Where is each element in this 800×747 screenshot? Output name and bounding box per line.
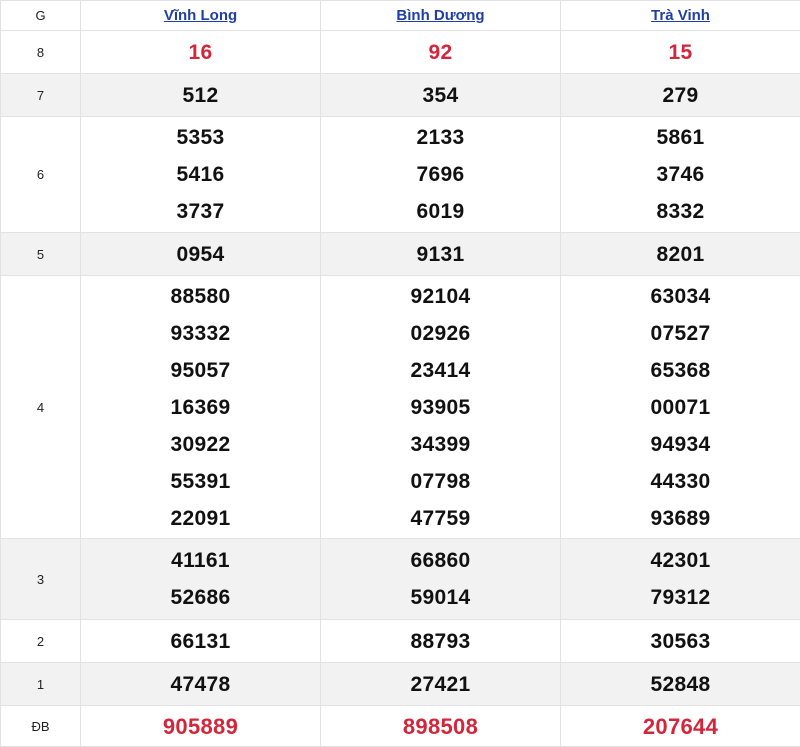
result-cell <box>321 74 561 117</box>
result-cell <box>321 539 561 620</box>
result-number: 41161 <box>81 542 320 579</box>
result-number: 55391 <box>81 463 320 500</box>
prize-label: 6 <box>1 117 81 233</box>
result-number: 34399 <box>321 426 560 463</box>
result-number: 512 <box>81 77 320 114</box>
result-number: 354 <box>321 77 560 114</box>
result-number: 30563 <box>561 623 800 660</box>
result-cell <box>321 233 561 276</box>
result-cell <box>81 663 321 706</box>
result-number: 7696 <box>321 156 560 193</box>
result-number: 66131 <box>81 623 320 660</box>
province-link-vinh-long[interactable]: Vĩnh Long <box>164 7 237 24</box>
prize-row-7 <box>1 74 800 117</box>
result-cell <box>81 620 321 663</box>
result-cell <box>561 539 800 620</box>
prize-row-2 <box>1 620 800 663</box>
result-cell <box>561 276 800 539</box>
prize-row-3 <box>1 539 800 620</box>
result-cell <box>561 117 800 233</box>
result-number: 8332 <box>561 193 800 230</box>
prize-row-8 <box>1 31 800 74</box>
result-number: 00071 <box>561 389 800 426</box>
result-cell <box>561 663 800 706</box>
result-cell <box>321 620 561 663</box>
result-number: 79312 <box>561 579 800 616</box>
result-number: 279 <box>561 77 800 114</box>
result-number: 2133 <box>321 119 560 156</box>
result-number: 59014 <box>321 579 560 616</box>
result-number: 30922 <box>81 426 320 463</box>
prize-column-header: G <box>1 1 81 31</box>
province-header-vinh-long <box>81 1 321 31</box>
result-number: 0954 <box>81 236 320 273</box>
result-cell <box>321 663 561 706</box>
province-link-tra-vinh[interactable]: Trà Vinh <box>651 7 710 24</box>
province-link-binh-duong[interactable]: Bình Dương <box>396 7 484 24</box>
result-number: 42301 <box>561 542 800 579</box>
result-number: 65368 <box>561 352 800 389</box>
result-number: 93689 <box>561 500 800 537</box>
result-number: 02926 <box>321 315 560 352</box>
prize-row-5 <box>1 233 800 276</box>
result-cell <box>321 276 561 539</box>
prize-row-4 <box>1 276 800 539</box>
result-number: 94934 <box>561 426 800 463</box>
result-number: 66860 <box>321 542 560 579</box>
result-cell <box>321 31 561 74</box>
prize-row-1 <box>1 663 800 706</box>
result-number: 5353 <box>81 119 320 156</box>
result-cell <box>81 74 321 117</box>
result-number: 52848 <box>561 666 800 703</box>
result-cell <box>81 539 321 620</box>
result-number: 5416 <box>81 156 320 193</box>
result-number: 07527 <box>561 315 800 352</box>
prize-label: 2 <box>1 620 81 663</box>
result-cell <box>561 74 800 117</box>
prize-label: 5 <box>1 233 81 276</box>
result-number: 92104 <box>321 278 560 315</box>
result-cell <box>81 706 321 747</box>
result-number: 92 <box>321 34 560 71</box>
result-number: 93332 <box>81 315 320 352</box>
result-cell <box>321 706 561 747</box>
result-number: 16 <box>81 34 320 71</box>
result-cell <box>81 233 321 276</box>
prize-label: 3 <box>1 539 81 620</box>
prize-row-6 <box>1 117 800 233</box>
result-number: 8201 <box>561 236 800 273</box>
result-cell <box>321 117 561 233</box>
result-cell <box>561 233 800 276</box>
result-number: 905889 <box>81 708 320 745</box>
result-number: 88793 <box>321 623 560 660</box>
result-number: 3737 <box>81 193 320 230</box>
result-number: 88580 <box>81 278 320 315</box>
prize-label: 1 <box>1 663 81 706</box>
header-row <box>1 1 800 31</box>
result-cell <box>81 276 321 539</box>
result-cell <box>81 117 321 233</box>
prize-label: 8 <box>1 31 81 74</box>
result-number: 52686 <box>81 579 320 616</box>
province-header-binh-duong <box>321 1 561 31</box>
result-number: 63034 <box>561 278 800 315</box>
result-number: 6019 <box>321 193 560 230</box>
province-header-tra-vinh <box>561 1 800 31</box>
result-number: 3746 <box>561 156 800 193</box>
result-number: 95057 <box>81 352 320 389</box>
result-number: 9131 <box>321 236 560 273</box>
result-number: 22091 <box>81 500 320 537</box>
result-cell <box>561 31 800 74</box>
result-number: 44330 <box>561 463 800 500</box>
prize-label: 7 <box>1 74 81 117</box>
prize-label: ĐB <box>1 706 81 747</box>
result-number: 07798 <box>321 463 560 500</box>
result-number: 207644 <box>561 708 800 745</box>
result-number: 5861 <box>561 119 800 156</box>
result-number: 27421 <box>321 666 560 703</box>
result-cell <box>561 706 800 747</box>
prize-label: 4 <box>1 276 81 539</box>
prize-row-special <box>1 706 800 747</box>
result-cell <box>561 620 800 663</box>
result-number: 898508 <box>321 708 560 745</box>
result-number: 16369 <box>81 389 320 426</box>
result-number: 23414 <box>321 352 560 389</box>
result-cell <box>81 31 321 74</box>
result-number: 47478 <box>81 666 320 703</box>
result-number: 93905 <box>321 389 560 426</box>
result-number: 47759 <box>321 500 560 537</box>
result-number: 15 <box>561 34 800 71</box>
